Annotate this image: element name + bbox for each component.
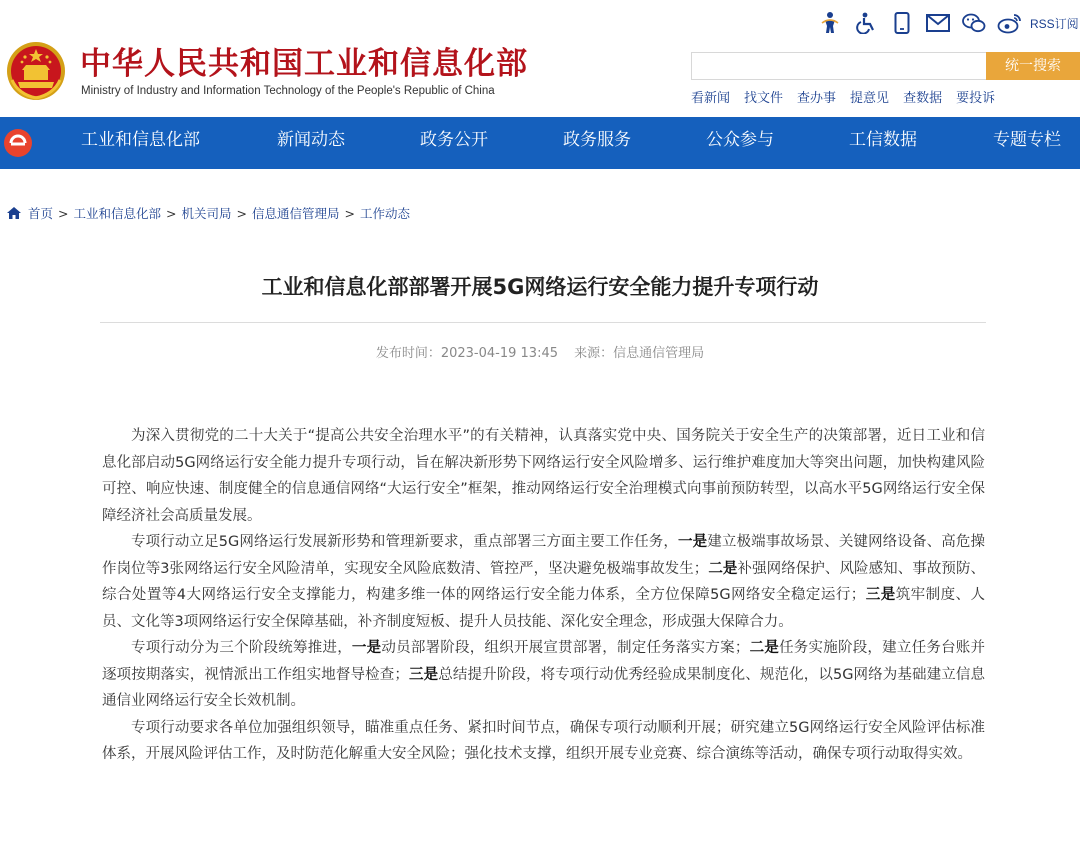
title-divider [100,322,986,323]
accessibility-elderly-icon[interactable] [812,8,848,38]
rss-link[interactable]: RSS订阅 [1030,16,1079,31]
site-subtitle: Ministry of Industry and Information Technology of the People's Republic of China [81,85,495,97]
quick-link-complaint[interactable]: 要投诉 [956,91,996,106]
article-body [102,423,985,768]
quick-link-services[interactable]: 查办事 [797,91,837,106]
top-utility-bar [812,8,1079,38]
nav-logo-icon[interactable] [2,127,34,159]
article-title: 工业和信息化部部署开展5G网络运行安全能力提升专项行动 [261,275,819,299]
nav-item-gov-affairs[interactable]: 政务公开 [420,130,488,150]
nav-item-participation[interactable]: 公众参与 [706,130,774,150]
site-title[interactable]: 中华人民共和国工业和信息化部 [80,46,528,82]
site-header [0,0,1080,117]
nav-item-services[interactable]: 政务服务 [563,130,631,150]
quick-link-news[interactable]: 看新闻 [691,91,731,106]
national-emblem-icon[interactable] [6,40,66,102]
breadcrumb-separator: > [344,205,355,221]
quick-link-documents[interactable]: 找文件 [744,91,784,106]
nav-item-miit[interactable]: 工业和信息化部 [81,130,200,150]
quick-link-feedback[interactable]: 提意见 [850,91,890,106]
main-nav [0,117,1080,169]
quick-link-data[interactable]: 查数据 [903,91,943,106]
breadcrumb-departments[interactable]: 机关司局 [181,206,232,221]
accessibility-wheelchair-icon[interactable] [848,8,884,38]
breadcrumb-work-news[interactable]: 工作动态 [360,206,411,221]
article-paragraph: 专项行动要求各单位加强组织领导，瞄准重点任务、紧扣时间节点，确保专项行动顺利开展；研究建立5G网络运行安全风险评估标准体系，开展风险评估工作，及时防范化解重大安全风险；强化技术支撑，组织开展专业竞赛、综合演练等活动，确保专项行动取得实效。 [102,719,985,762]
breadcrumb-separator: > [58,205,69,221]
breadcrumb-info-comm-bureau[interactable]: 信息通信管理局 [252,206,340,221]
article-source: 来源：信息通信管理局 [574,346,705,361]
nav-item-topics[interactable]: 专题专栏 [993,130,1061,150]
search-input[interactable] [691,52,986,80]
article-paragraph: 专项行动立足5G网络运行发展新形势和管理新要求，重点部署三方面主要工作任务，一是建立极端事故场景、关键网络设备、高危操作岗位等3张网络运行安全风险清单，实现安全风险底数清、管控严，坚决避免极端事故发生；二是补强网络保护、风险感知、事故预防、综合处置等4大网络运行安全支撑能力，构建多维一体的网络运行安全能力体系，全方位保障5G网络安全稳定运行；三是筑牢制度、人员、文化等3项网络运行安全保障基础，补齐制度短板、提升人员技能、深化安全理念，形成强大保障合力。 [102,534,986,630]
unified-search-button[interactable]: 统一搜索 [986,52,1080,80]
quick-links [691,87,1009,106]
wechat-icon[interactable] [956,8,992,38]
article-paragraph: 为深入贯彻党的二十大关于“提高公共安全治理水平”的有关精神，认真落实党中央、国务院关于安全生产的决策部署，近日工业和信息化部启动5G网络运行安全能力提升专项行动，旨在解决新形势下网络运行安全风险增多、运行维护难度加大等突出问题，加快构建风险可控、响应快速、制度健全的信息通信网络“大运行安全”框架，推动网络运行安全治理模式向事前预防转型，以高水平5G网络运行安全保障经济社会高质量发展。 [102,428,985,524]
breadcrumb-miit[interactable]: 工业和信息化部 [73,206,162,221]
breadcrumb-home[interactable]: 首页 [28,206,54,221]
breadcrumb-separator: > [166,205,177,221]
publish-time: 发布时间：2023-04-19 13:45 [375,346,558,361]
mobile-icon[interactable] [884,8,920,38]
weibo-icon[interactable] [992,8,1028,38]
breadcrumb [6,203,410,223]
nav-item-data[interactable]: 工信数据 [849,130,917,150]
mail-icon[interactable] [920,8,956,38]
article-meta [0,342,1080,361]
home-icon[interactable] [6,206,22,220]
article-paragraph: 专项行动分为三个阶段统筹推进，一是动员部署阶段，组织开展宣贯部署，制定任务落实方案；二是任务实施阶段，建立任务台账并逐项按期落实，视情派出工作组实地督导检查；三是总结提升阶段，将专项行动优秀经验成果制度化、规范化，以5G网络为基础建立信息通信业网络运行安全长效机制。 [102,640,986,709]
breadcrumb-separator: > [236,205,247,221]
nav-item-news[interactable]: 新闻动态 [277,130,345,150]
